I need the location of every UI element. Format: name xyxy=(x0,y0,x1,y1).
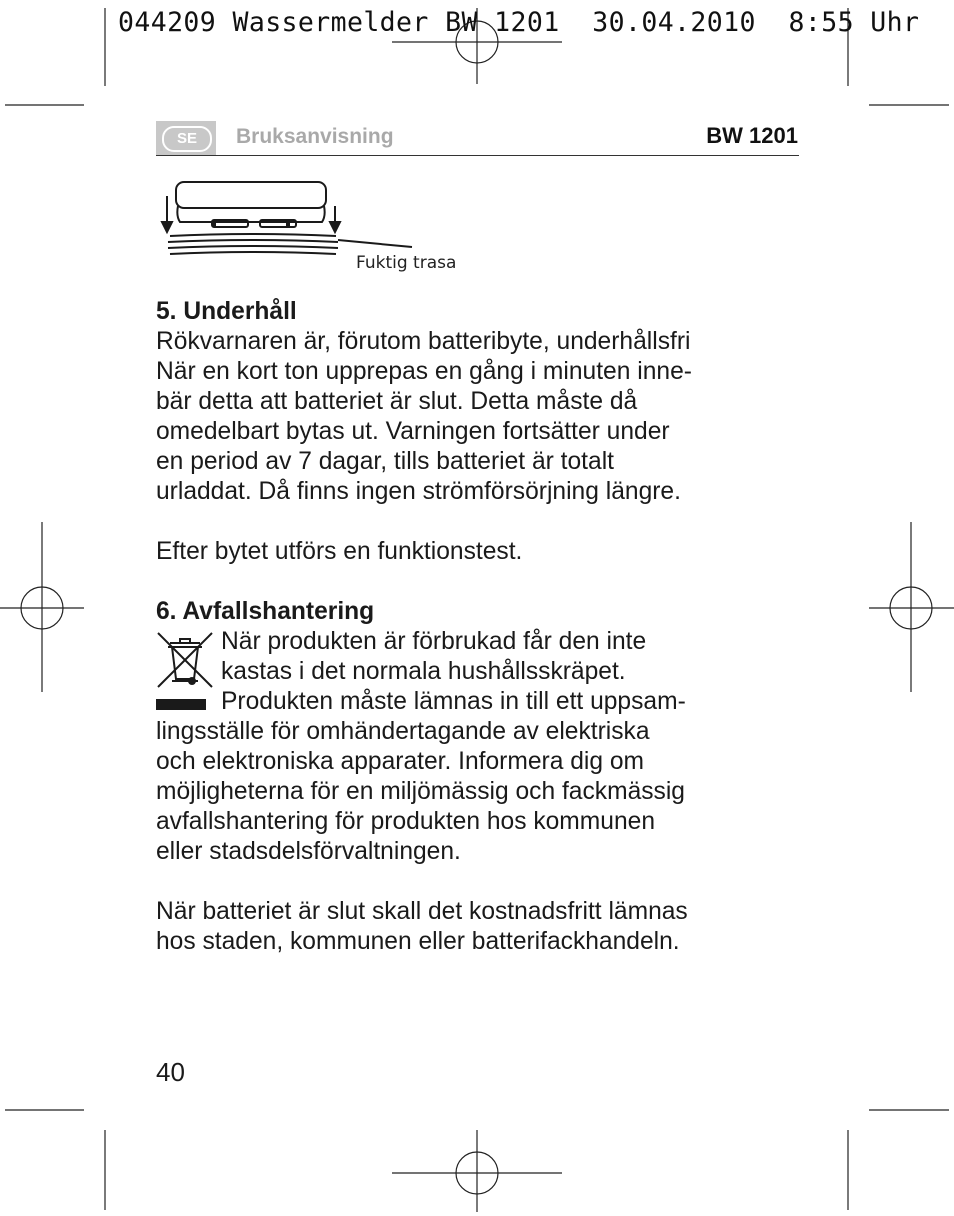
section-heading-maintenance: 5. Underhåll xyxy=(156,298,297,325)
paragraph-line: urladdat. Då finns ingen strömförsörjning längre. xyxy=(156,478,681,505)
paragraph-line: Rökvarnaren är, förutom batteribyte, underhållsfri xyxy=(156,328,691,355)
manual-content xyxy=(156,297,816,957)
paragraph-line: möjligheterna för en miljömässig och fackmässig xyxy=(156,778,685,805)
paragraph-line: bär detta att batteriet är slut. Detta måste då xyxy=(156,388,638,415)
paragraph-line: När produkten är förbrukad får den inte xyxy=(221,628,647,655)
model-number: BW 1201 xyxy=(706,123,798,148)
language-badge-label: SE xyxy=(162,126,212,152)
paragraph-line: hos staden, kommunen eller batterifackhandeln. xyxy=(156,928,680,955)
paragraph-line: När en kort ton upprepas en gång i minuten inne- xyxy=(156,358,692,385)
figure-caption: Fuktig trasa xyxy=(356,253,457,273)
crossed-out-wheelie-bin-icon xyxy=(156,631,214,689)
page-number: 40 xyxy=(156,1057,185,1087)
paragraph-line: Efter bytet utförs en funktionstest. xyxy=(156,538,523,565)
paragraph-line: lingsställe för omhändertagande av elektriska xyxy=(156,718,650,745)
paragraph-line: När batteriet är slut skall det kostnadsfritt lämnas xyxy=(156,898,688,925)
section-heading-disposal: 6. Avfallshantering xyxy=(156,598,375,625)
paragraph-line: omedelbart bytas ut. Varningen fortsätter under xyxy=(156,418,670,445)
language-badge xyxy=(156,121,216,155)
header-divider xyxy=(156,155,799,156)
paragraph-line: eller stadsdelsförvaltningen. xyxy=(156,838,461,865)
paragraph-line: en period av 7 dagar, tills batteriet är totalt xyxy=(156,448,614,475)
paragraph-line: Produkten måste lämnas in till ett uppsam- xyxy=(221,688,686,715)
paragraph-line: och elektroniska apparater. Informera dig om xyxy=(156,748,645,775)
paragraph-line: avfallshantering för produkten hos kommunen xyxy=(156,808,655,835)
paragraph-line: kastas i det normala hushållsskräpet. xyxy=(221,658,626,685)
print-slug: 044209 Wassermelder BW 1201 30.04.2010 8:55 Uhr xyxy=(118,7,920,38)
manual-title: Bruksanvisning xyxy=(236,125,394,148)
black-bar-icon xyxy=(156,699,206,710)
